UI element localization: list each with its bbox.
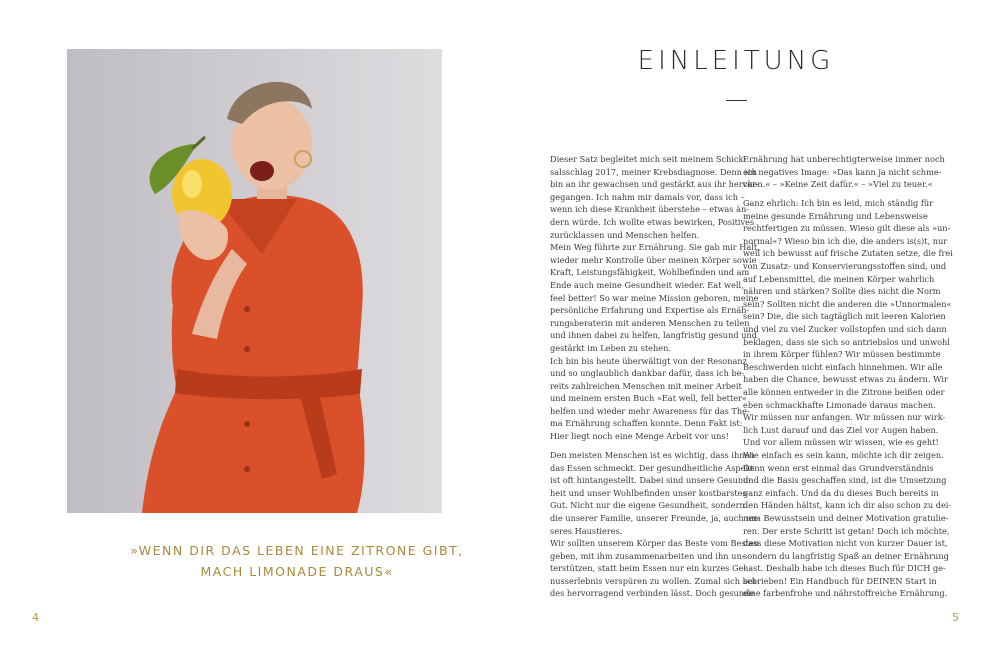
text-line: rechtfertigen zu müssen. Wieso gilt diese als »un-: [743, 223, 951, 234]
text-line: eben schmackhafte Limonade daraus machen.: [743, 399, 936, 410]
text-line: Ganz ehrlich: Ich bin es leid, mich ständig für: [743, 198, 934, 209]
text-line: meine gesunde Ernährung und Lebensweise: [743, 210, 928, 221]
text-line: Denn wenn erst einmal das Grundverständnis: [743, 462, 934, 473]
text-line: heit und unser Wohlbefinden unser kostbarstes: [550, 487, 747, 498]
text-line: cken.« – »Keine Zeit dafür.« – »Viel zu teuer.«: [743, 179, 933, 190]
text-line: wenn ich diese Krankheit überstehe – etwas än-: [550, 204, 749, 215]
text-line: von Zusatz- und Konservierungsstoffen sind, und: [743, 261, 947, 272]
text-line: Ernährung hat unberechtigterweise immer noch: [743, 154, 945, 164]
text-line: und meinem ersten Buch »Eat well, fell better«: [550, 393, 748, 404]
text-line: gegangen. Ich nahm mir damals vor, dass ich –: [550, 191, 745, 202]
text-line: Wir müssen nur anfangen. Wir müssen nur wirk-: [743, 412, 946, 423]
text-line: schrieben! Ein Handbuch für DEINEN Start in: [743, 575, 937, 586]
text-line: Wie einfach es sein kann, möchte ich dir zeigen.: [743, 449, 944, 460]
text-line: gestärkt im Leben zu stehen.: [550, 342, 671, 353]
text-line: beklagen, dass sie sich so antriebslos und unwohl: [743, 336, 950, 347]
text-line: und die Basis geschaffen sind, ist die Umsetzung: [743, 475, 947, 486]
text-line: lich Lust darauf und das Ziel vor Augen haben.: [743, 424, 939, 435]
text-line: hast. Deshalb habe ich dieses Buch für DICH ge-: [743, 563, 946, 574]
text-line: ganz einfach. Und da du dieses Buch bereits in: [743, 487, 939, 498]
text-line: ren. Der erste Schritt ist getan! Doch ich möchte,: [743, 525, 950, 536]
text-line: und so unglaublich dankbar dafür, dass ich be-: [550, 368, 745, 379]
text-line: feel better! So war meine Mission geboren, meine: [550, 292, 759, 303]
quote-line-2: MACH LIMONADE DRAUS«: [200, 564, 394, 579]
text-line: nem Bewusstsein und deiner Motivation gratulie-: [743, 512, 949, 523]
text-line: nähren und stärken? Sollte dies nicht die Norm: [743, 286, 941, 297]
text-line: sein? Die, die sich tagtäglich mit leeren Kalorien: [743, 311, 946, 322]
text-line: sein? Sollten nicht die anderen die »Unnormalen«: [743, 298, 952, 309]
text-line: zurücklassen und Menschen helfen.: [550, 229, 700, 240]
text-line: Beschwerden nicht einfach hinnehmen. Wir alle: [743, 361, 943, 372]
text-line: weil ich bewusst auf frische Zutaten setze, die frei: [743, 248, 953, 259]
text-line: Gut. Nicht nur die eigene Gesundheit, sondern: [550, 500, 745, 511]
text-line: bin an ihr gewachsen und gestärkt aus ihr hervor-: [550, 179, 759, 190]
text-line: helfen und wieder mehr Awareness für das The-: [550, 405, 750, 416]
chapter-title: EINLEITUNG: [637, 46, 835, 76]
text-line: sondern du langfristig Spaß an deiner Ernährung: [743, 550, 949, 561]
text-line: rungsberaterin mit anderen Menschen zu teilen: [550, 317, 750, 328]
text-line: Und vor allem müssen wir wissen, wie es geht!: [743, 437, 939, 448]
text-line: reits zahlreichen Menschen mit meiner Arbeit: [550, 380, 742, 391]
text-line: nusserlebnis verspüren zu wollen. Zumal sich bei-: [550, 575, 759, 586]
woman-with-lemon-image: [67, 49, 442, 513]
pull-quote: [67, 540, 527, 582]
text-line: Hier liegt noch eine Menge Arbeit vor uns!: [550, 431, 729, 442]
text-line: geben, mit ihm zusammenarbeiten und ihn un-: [550, 550, 745, 561]
quote-line-1: »WENN DIR DAS LEBEN EINE ZITRONE GIBT,: [130, 543, 464, 558]
text-column-left: [550, 153, 760, 600]
text-line: Den meisten Menschen ist es wichtig, dass ihnen: [550, 449, 755, 460]
text-line: Dieser Satz begleitet mich seit meinem Schick-: [550, 154, 747, 164]
text-line: persönliche Erfahrung und Expertise als Ernäh-: [550, 305, 750, 316]
text-line: Ich bin bis heute überwältigt von der Resonanz: [550, 355, 747, 366]
text-line: terstützen, statt beim Essen nur ein kurzes Ge-: [550, 563, 747, 574]
text-line: haben die Chance, bewusst etwas zu ändern. Wir: [743, 374, 948, 385]
text-line: des hervorragend verbinden lässt. Doch gesunde: [550, 588, 755, 599]
text-line: wieder mehr Kontrolle über meinen Körper sowie: [550, 254, 757, 265]
text-line: Mein Weg führte zur Ernährung. Sie gab mir Halt,: [550, 242, 760, 253]
text-line: dass diese Motivation nicht von kurzer Dauer ist,: [743, 538, 948, 549]
text-line: Wir sollten unserem Körper das Beste vom Besten: [550, 538, 759, 549]
text-line: alle können entweder in die Zitrone beißen oder: [743, 386, 945, 397]
text-line: dern würde. Ich wollte etwas bewirken, Positives: [550, 216, 755, 227]
text-line: ist oft hintangestellt. Dabei sind unsere Gesund-: [550, 475, 752, 486]
text-line: die unserer Familie, unserer Freunde, ja, auch un-: [550, 512, 760, 523]
page-number-right: 5: [952, 611, 959, 624]
text-line: und ihnen dabei zu helfen, langfristig gesund und: [550, 330, 757, 341]
text-line: seres Haustieres.: [550, 525, 623, 536]
text-line: auf Lebensmittel, die meinen Körper wahrlich: [743, 273, 935, 284]
text-line: den Händen hältst, kann ich dir also schon zu dei-: [743, 500, 952, 511]
text-line: ma Ernährung schaffen konnte. Denn Fakt ist:: [550, 418, 743, 429]
text-line: eine farbenfrohe und nährstoffreiche Ernährung.: [743, 588, 948, 599]
text-line: in ihrem Körper fühlen? Wir müssen bestimmte: [743, 349, 941, 360]
text-line: salsschlag 2017, meiner Krebsdiagnose. Denn ich: [550, 166, 758, 177]
page-number-left: 4: [32, 611, 39, 624]
text-line: Kraft, Leistungsfähigkeit, Wohlbefinden und am: [550, 267, 750, 278]
text-line: und viel zu viel Zucker vollstopfen und sich dann: [743, 324, 947, 335]
text-line: Ende auch meine Gesundheit wieder. Eat well,: [550, 279, 744, 290]
text-line: normal«? Wieso bin ich die, die anders is(s)t, nur: [743, 235, 948, 246]
author-photo: [67, 49, 442, 513]
text-line: ein negatives Image: »Das kann ja nicht schme-: [743, 166, 942, 177]
title-divider: [726, 100, 747, 101]
text-line: das Essen schmeckt. Der gesundheitliche Aspekt: [550, 462, 754, 473]
text-column-right: [743, 153, 953, 600]
